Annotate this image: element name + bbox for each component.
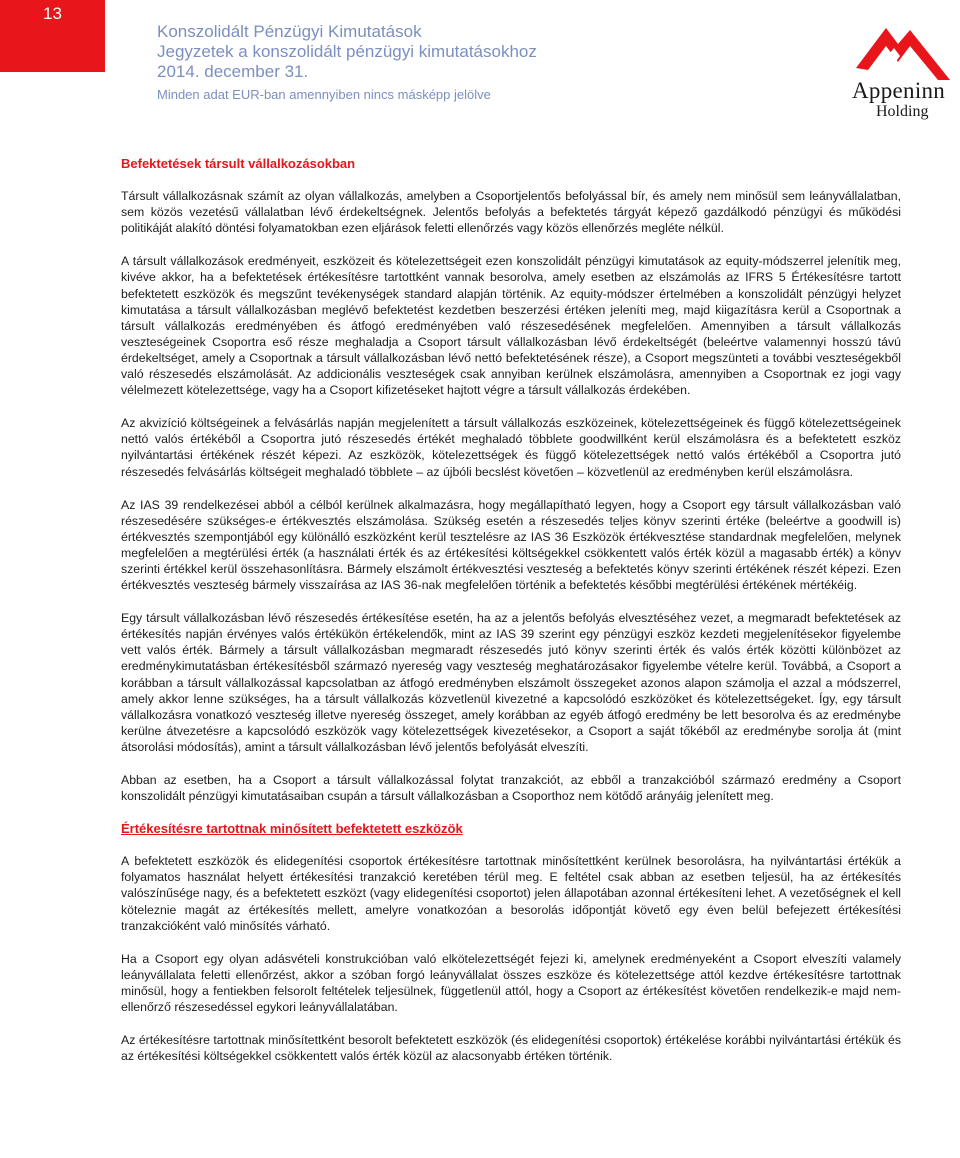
section-heading: Befektetések társult vállalkozásokban xyxy=(121,156,356,171)
appeninn-logo xyxy=(838,24,960,124)
mountain-logo-icon xyxy=(838,24,960,84)
paragraph: Az IAS 39 rendelkezései abból a célból kerülnek alkalmazásra, hogy megállapítható legyen, hogy a Csoport egy társult vállalkozásban való részesedésére szükséges-e értékvesztés elszámolása. Szükség esetén a részesedés teljes könyv szerinti értéke (beleértve a goodwill is) értékvesztés szempontjából egy különálló eszközként kerül tesztelésre az IAS 36 Eszközök értékvesztése standardnak megfelelően, melynek megfelelően a megtérülési érték (a használati érték és az értékesítési költségekkel csökkentett valós érték közül a magasabb érték) a könyv szerinti értékkel kerül összehasonlításra. Bármely elszámolt értékvesztési veszteség a befektetés könyv szerinti értékének részét képezi. Ezen értékvesztés veszteség bármely visszaírása az IAS 36-nak megfelelően történik a befektetés későbbi megtérülési értékének mértékéig. xyxy=(121,497,901,593)
paragraph: A társult vállalkozások eredményeit, eszközeit és kötelezettségeit ezen konszolidált pénzügyi kimutatások az equity-módszerrel jelenítik meg, kivéve akkor, ha a befektetések értékesítésre tartottként vannak besorolva, amely esetben az elszámolás az IFRS 5 Értékesítésre tartott befektetett eszközök és megszűnt tevékenységek standard alapján történik. Az equity-módszer értelmében a konszolidált pénzügyi helyzet kimutatása a társult vállalkozásban meglévő befektetést kezdetben beszerzési értéken jeleníti meg, majd kiigazításra kerül a Csoportnak a társult vállalkozás eredményében és átfogó eredményében való részesedésének megfelelően. Amennyiben a társult vállalkozás veszteségeinek Csoportra eső része meghaladja a Csoport társult vállalkozásban lévő érdekeltségét (beleértve valamennyi hosszú távú érdekeltséget, amely a Csoportnak a társult vállalkozásban lévő nettó befektetésének része), a Csoport megszünteti a további veszteségekből való részesedés elszámolását. Az addicionális veszteségek csak annyiban kerülnek elszámolásra, amennyiben a Csoportnak ez jogi vagy vélelmezett kötelezettsége, vagy ha a Csoport kifizetéseket hajtott végre a társult vállalkozás érdekében. xyxy=(121,254,901,398)
paragraph: Az értékesítésre tartottnak minősítettként besorolt befektetett eszközök (és elidegenítési csoportok) értékelése korábbi nyilvántartási értékük és az értékesítési költségekkel csökkentett valós érték közül az alacsonyabb értéken történik. xyxy=(121,1033,901,1064)
section-heading: Értékesítésre tartottnak minősített befektetett eszközök xyxy=(121,821,463,837)
paragraph: A befektetett eszközök és elidegenítési csoportok értékesítésre tartottnak minősítettként kerülnek besorolásra, ha nyilvántartási értékük a folyamatos használat helyett értékesítési tranzakció keretében térül meg. E feltétel csak abban az esetben teljesül, ha az értékesítés valószínűsége nagy, és a befektetett eszközt (vagy elidegenítési csoportot) jelen állapotában azonnal értékesíteni lehet. A vezetőségnek el kell köteleznie magát az értékesítés mellett, amelyre vonatkozóan a besorolás időpontját követő egy éven belül befejezett értékesítési tranzakcióként való minősítés várható. xyxy=(121,854,901,933)
header-date: 2014. december 31. xyxy=(157,62,309,81)
paragraph: Társult vállalkozásnak számít az olyan vállalkozás, amelyben a Csoportjelentős befolyással bír, és amely nem minősül sem leányvállalatban, sem közös vezetésű vállalatban lévő érdekeltségnek. Jelentős befolyás a befektetés tárgyát képező gazdálkodó pénzügyi és működési politikáját alakító döntési folyamatokban ezen eljárások feletti ellenőrzés vagy közös ellenőrzés megléte nélkül. xyxy=(121,189,901,236)
page-number: 13 xyxy=(0,0,105,72)
header-subtitle: Jegyzetek a konszolidált pénzügyi kimutatásokhoz xyxy=(157,42,537,61)
paragraph: Egy társult vállalkozásban lévő részesedés értékesítése esetén, ha az a jelentős befolyás elvesztéséhez vezet, a megmaradt befektetések az értékesítés napján érvényes valós értékükön értékelendők, mint az IAS 39 szerint egy pénzügyi eszköz kezdeti megjelenítésekor figyelembe vett valós érték. Bármely a társult vállalkozásban megmaradt részesedés jutó könyv szerinti érték és valós érték közötti különbözet az eredménykimutatásban értékesítésből származó nyereség vagy veszteség meghatározásakor figyelembe vételre kerül. Továbbá, a Csoport a korábban a társult vállalkozással kapcsolatban az átfogó eredményben elszámolt összegeket azonos alapon számolja el azzal a módszerrel, amely akkor lenne szükséges, ha a társult vállalkozás közvetlenül kivezetné a kapcsolódó eszközöket és kötelezettségeket. Így, egy társult vállalkozásra vonatkozó veszteség illetve nyereség összeget, amely korábban az egyéb átfogó eredmény be lett besorolva és az eredménybe kerülne átvezetésre a kapcsolódó eszközök vagy kötelezettségek kivezetésekor, a Csoport a saját tőkéből az eredménybe sorolja át (mint átsorolási módosítás), amint a társult vállalkozásban lévő jelentős befolyását elveszíti. xyxy=(121,611,901,754)
paragraph: Ha a Csoport egy olyan adásvételi konstrukcióban való elkötelezettségét fejezi ki, amelynek eredményeként a Csoport elveszíti valamely leányvállalata feletti ellenőrzést, akkor a szóban forgó leányvállalat összes eszköze és kötelezettsége attól kezdve értékesítésre tartottnak minősül, hogy a fentiekben felsorolt feltételek teljesülnek, függetlenül attól, hogy a Csoport az értékesítést követően rendelkezik-e majd nem-ellenőrző részesedéssel egykori leányvállalatában. xyxy=(121,951,901,1015)
header-note: Minden adat EUR-ban amennyiben nincs másképp jelölve xyxy=(157,87,491,102)
document-body xyxy=(121,156,901,1081)
logo-suffix: Holding xyxy=(876,103,929,120)
paragraph: Abban az esetben, ha a Csoport a társult vállalkozással folytat tranzakciót, az ebből a tranzakcióból származó eredmény a Csoport konszolidált pénzügyi kimutatásaiban csupán a társult vállalkozásban a Csoporthoz nem kötődő arányáig jelenített meg. xyxy=(121,773,901,804)
document-header xyxy=(157,22,537,104)
header-title: Konszolidált Pénzügyi Kimutatások xyxy=(157,22,422,41)
logo-name: Appeninn xyxy=(852,78,946,103)
paragraph: Az akvizíció költségeinek a felvásárlás napján megjelenített a társult vállalkozás eszközeinek, kötelezettségeinek és függő kötelezettségeinek nettó valós értékéből a Csoportra jutó részesedés értékét meghaladó többlete goodwillként kerül elszámolásra és a befektetett eszköz nyilvántartási értékének részét képezi. Az eszközök, kötelezettségek és függő kötelezettségek nettó valós értékéből a Csoportra jutó részesedés felvásárlás költségeit meghaladó többlete – az újbóli becslést követően – közvetlenül az eredményben kerül elszámolásra. xyxy=(121,416,901,479)
